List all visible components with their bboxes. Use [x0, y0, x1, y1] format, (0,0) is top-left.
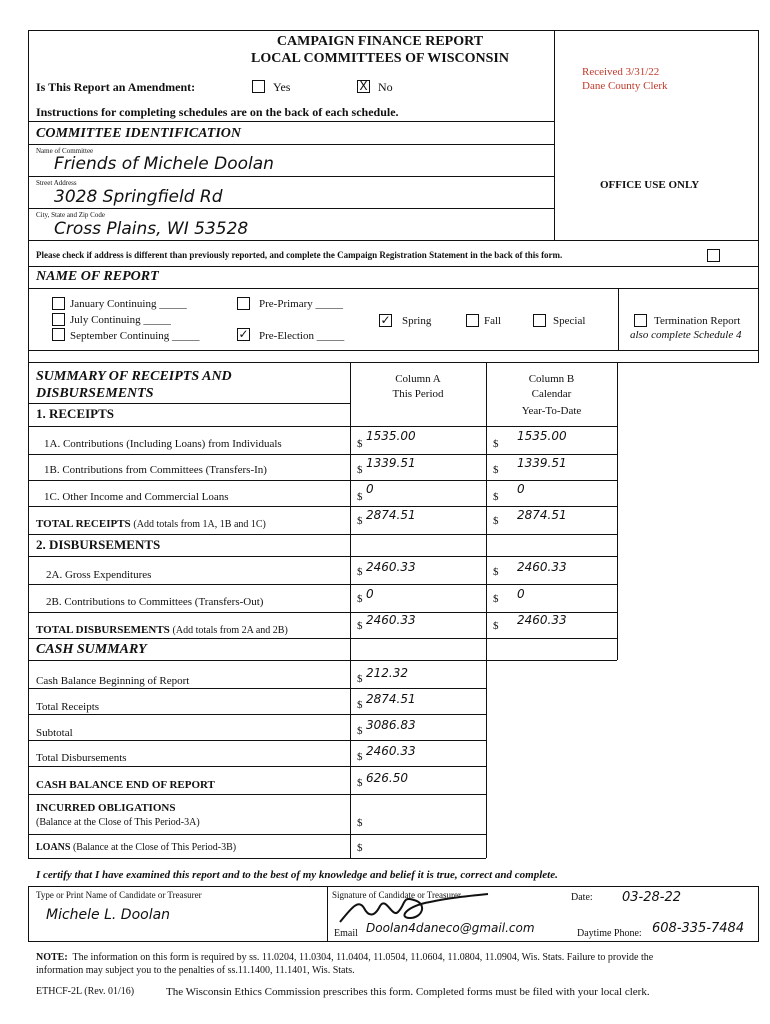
row-1c-label: 1C. Other Income and Commercial Loans	[44, 491, 229, 503]
cash-subtotal-label: Subtotal	[36, 727, 73, 739]
dollar-sign: $	[357, 491, 363, 503]
cash-begin-value[interactable]: 212.32	[366, 666, 408, 680]
row-1c-col-a[interactable]: 0	[366, 482, 374, 496]
clerk-stamp: Dane County Clerk	[582, 80, 668, 92]
email-label: Email	[334, 928, 358, 939]
amendment-no-label: No	[378, 80, 393, 94]
amendment-x-mark: X	[359, 79, 368, 93]
committee-section-title: COMMITTEE IDENTIFICATION	[36, 126, 241, 141]
dollar-sign: $	[357, 842, 363, 854]
cash-disbursements-value[interactable]: 2460.33	[366, 744, 416, 758]
fall-label: Fall	[484, 315, 502, 327]
dollar-sign: $	[357, 464, 363, 476]
dollar-sign: $	[493, 438, 499, 450]
total-receipts-note: (Add totals from 1A, 1B and 1C)	[133, 519, 266, 530]
column-a-subheader: This Period	[392, 388, 444, 400]
dollar-sign: $	[493, 620, 499, 632]
row-2a-label: 2A. Gross Expenditures	[46, 569, 152, 581]
form-subtitle: LOCAL COMMITTEES OF WISCONSIN	[251, 51, 509, 66]
dollar-sign: $	[357, 515, 363, 527]
column-b-header: Column B	[528, 373, 575, 385]
dollar-sign: $	[357, 566, 363, 578]
form-title: CAMPAIGN FINANCE REPORT	[276, 34, 484, 49]
dollar-sign: $	[357, 751, 363, 763]
dollar-sign: $	[493, 593, 499, 605]
dollar-sign: $	[493, 464, 499, 476]
column-b-subheader: Calendar	[531, 388, 572, 400]
special-checkbox[interactable]	[533, 314, 546, 327]
dollar-sign: $	[493, 515, 499, 527]
cash-receipts-label: Total Receipts	[36, 701, 100, 713]
date-field[interactable]: 03-28-22	[622, 890, 682, 905]
total-disbursements-col-b[interactable]: 2460.33	[517, 613, 567, 627]
email-field[interactable]: Doolan4daneco@gmail.com	[366, 921, 535, 935]
total-disbursements-note: (Add totals from 2A and 2B)	[172, 625, 288, 636]
row-1a-col-a[interactable]: 1535.00	[366, 429, 416, 443]
disbursements-section-title: 2. DISBURSEMENTS	[36, 537, 161, 552]
loans-row	[36, 842, 236, 853]
amendment-yes-checkbox[interactable]	[252, 80, 265, 93]
pre-election-label: Pre-Election _____	[259, 330, 345, 342]
report-name-section-title: NAME OF REPORT	[36, 269, 159, 284]
address-change-note: Please check if address is different than previously reported, and complete the Campaign Registration Statement in the back of this form.	[36, 250, 563, 260]
cash-receipts-value[interactable]: 2874.51	[366, 692, 416, 706]
row-1b-col-a[interactable]: 1339.51	[366, 456, 416, 470]
cash-end-value[interactable]: 626.50	[366, 771, 408, 785]
pre-election-checkbox[interactable]	[237, 328, 250, 341]
termination-note: also complete Schedule 4	[630, 329, 742, 341]
phone-label: Daytime Phone:	[577, 928, 642, 939]
committee-name-field[interactable]: Friends of Michele Doolan	[54, 154, 274, 174]
date-label: Date:	[571, 892, 593, 903]
special-label: Special	[553, 315, 586, 327]
pre-election-check-mark: ✓	[238, 327, 249, 341]
prescribes-note: The Wisconsin Ethics Commission prescribes this form. Completed forms must be filed with your local clerk.	[166, 986, 650, 998]
cash-end-label: CASH BALANCE END OF REPORT	[36, 779, 215, 791]
office-use-label: OFFICE USE ONLY	[600, 179, 700, 191]
city-state-zip-label: City, State and Zip Code	[36, 211, 105, 219]
january-continuing-label: January Continuing _____	[70, 298, 187, 310]
row-2a-col-a[interactable]: 2460.33	[366, 560, 416, 574]
address-change-checkbox[interactable]	[707, 249, 720, 262]
total-disbursements-col-a[interactable]: 2460.33	[366, 613, 416, 627]
cash-summary-title: CASH SUMMARY	[36, 642, 147, 657]
amendment-question: Is This Report an Amendment:	[36, 80, 196, 94]
instructions-text: Instructions for completing schedules are on the back of each schedule.	[36, 105, 399, 119]
row-2b-col-a[interactable]: 0	[366, 587, 374, 601]
cash-subtotal-value[interactable]: 3086.83	[366, 718, 416, 732]
cash-begin-label: Cash Balance Beginning of Report	[36, 675, 190, 687]
september-continuing-label: September Continuing _____	[70, 330, 200, 342]
total-receipts-col-a[interactable]: 2874.51	[366, 508, 416, 522]
termination-report-checkbox[interactable]	[634, 314, 647, 327]
july-continuing-checkbox[interactable]	[52, 313, 65, 326]
footer-note	[36, 952, 653, 963]
certification-statement: I certify that I have examined this report and to the best of my knowledge and belief it is true, correct and complete.	[36, 869, 558, 881]
loans-note: (Balance at the Close of This Period-3B)	[72, 842, 237, 853]
committee-name-label: Name of Committee	[36, 147, 94, 155]
row-1b-label: 1B. Contributions from Committees (Transfers-In)	[44, 464, 267, 476]
dollar-sign: $	[357, 593, 363, 605]
row-1a-label: 1A. Contributions (Including Loans) from Individuals	[44, 438, 282, 450]
row-1b-col-b[interactable]: 1339.51	[517, 456, 567, 470]
total-receipts-col-b[interactable]: 2874.51	[517, 508, 567, 522]
form-id: ETHCF-2L (Rev. 01/16)	[36, 986, 135, 997]
dollar-sign: $	[357, 817, 363, 829]
spring-check-mark: ✓	[380, 313, 391, 327]
footer-note-text: The information on this form is required by ss. 11.0204, 11.0304, 11.0404, 11.0504, 11.0604, 11.0804, 11.0904, Wis. Stats. Failure to provide the	[72, 952, 654, 963]
dollar-sign: $	[357, 673, 363, 685]
amendment-yes-label: Yes	[273, 80, 291, 94]
printed-name-label: Type or Print Name of Candidate or Treasurer	[36, 890, 202, 900]
dollar-sign: $	[357, 699, 363, 711]
fall-checkbox[interactable]	[466, 314, 479, 327]
july-continuing-label: July Continuing _____	[70, 314, 171, 326]
cash-disbursements-label: Total Disbursements	[36, 752, 127, 764]
incurred-obligations-label: INCURRED OBLIGATIONS	[36, 802, 176, 814]
footer-note-label: NOTE:	[36, 952, 68, 963]
received-stamp: Received 3/31/22	[582, 66, 660, 78]
footer-note-text-2: information may subject you to the penalties of ss.11.1400, 11.1401, Wis. Stats.	[36, 965, 355, 976]
total-disbursements-label: TOTAL DISBURSEMENTS	[36, 624, 170, 636]
column-a-header: Column A	[395, 373, 441, 385]
receipts-section-title: 1. RECEIPTS	[36, 406, 115, 421]
total-receipts-label: TOTAL RECEIPTS	[36, 518, 131, 530]
spring-checkbox[interactable]	[379, 314, 392, 327]
street-address-label: Street Address	[36, 179, 77, 187]
row-2a-col-b[interactable]: 2460.33	[517, 560, 567, 574]
pre-primary-label: Pre-Primary _____	[259, 298, 344, 310]
street-address-field[interactable]: 3028 Springfield Rd	[54, 187, 223, 207]
january-continuing-checkbox[interactable]	[52, 297, 65, 310]
printed-name-field[interactable]: Michele L. Doolan	[46, 907, 171, 923]
dollar-sign: $	[493, 566, 499, 578]
incurred-obligations-note: (Balance at the Close of This Period-3A)	[36, 817, 200, 828]
city-state-zip-field[interactable]: Cross Plains, WI 53528	[54, 219, 249, 239]
dollar-sign: $	[493, 491, 499, 503]
loans-label: LOANS	[36, 842, 71, 853]
september-continuing-checkbox[interactable]	[52, 328, 65, 341]
signature-label: Signature of Candidate or Treasurer	[332, 890, 461, 900]
row-2b-label: 2B. Contributions to Committees (Transfers-Out)	[46, 596, 264, 608]
pre-primary-checkbox[interactable]	[237, 297, 250, 310]
row-2b-col-b[interactable]: 0	[517, 587, 525, 601]
dollar-sign: $	[357, 438, 363, 450]
total-disbursements-row	[36, 624, 288, 636]
termination-report-label: Termination Report	[654, 315, 741, 327]
row-1a-col-b[interactable]: 1535.00	[517, 429, 567, 443]
summary-title-line1: SUMMARY OF RECEIPTS AND	[36, 369, 232, 384]
summary-title-line2: DISBURSEMENTS	[36, 386, 154, 401]
dollar-sign: $	[357, 777, 363, 789]
amendment-no-checkbox[interactable]	[357, 80, 370, 93]
total-receipts-row	[36, 518, 266, 530]
dollar-sign: $	[357, 725, 363, 737]
dollar-sign: $	[357, 620, 363, 632]
column-b-subheader-ytd: Year-To-Date	[521, 405, 582, 417]
phone-field[interactable]: 608-335-7484	[652, 921, 745, 936]
spring-label: Spring	[402, 315, 432, 327]
row-1c-col-b[interactable]: 0	[517, 482, 525, 496]
